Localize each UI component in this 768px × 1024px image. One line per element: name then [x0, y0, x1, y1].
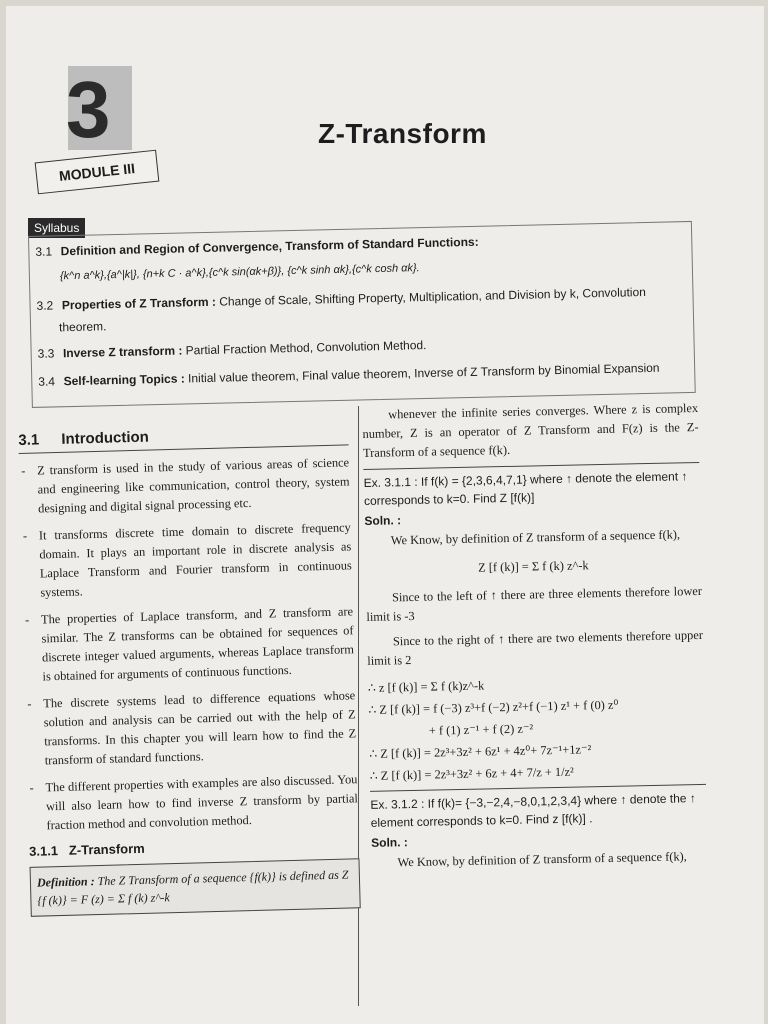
equation: Z [f (k)] = Σ f (k) z^-k	[478, 558, 589, 575]
solution-label: Soln. :	[364, 513, 402, 528]
paragraph: We Know, by definition of Z transform of a sequence f(k),	[390, 527, 681, 548]
equation: + f (1) z⁻¹ + f (2) z⁻²	[428, 721, 534, 738]
paragraph: whenever the infinite series converges. Where z is complex number, Z is an operator of Z Transform and F(z) is the Z-Transform of a sequence f(k).	[362, 400, 699, 460]
subsection-heading: 3.1.1 Z-Transform	[28, 840, 145, 859]
syllabus-continuation: theorem.	[58, 319, 107, 335]
bullet-paragraph: - The discrete systems lead to difference equations whose solution and analysis can be carried out with the help of Z transforms. In this chapter you will learn how to find the Z transform of standard functions.	[43, 686, 357, 770]
syllabus-box	[28, 221, 696, 408]
syllabus-item: 3.3 Inverse Z transform : Partial Fraction Method, Convolution Method.	[37, 337, 427, 361]
syllabus-formula: {k^n a^k},{a^|k|}, {n+k C · a^k},{c^k sin(αk+β)}, {c^k sinh αk},{c^k cosh αk}.	[59, 262, 420, 283]
syllabus-item: 3.1 Definition and Region of Convergence, Transform of Standard Functions:	[35, 234, 479, 259]
bullet-paragraph: - Z transform is used in the study of various areas of science and engineering like communication, control theory, system designing and digital signal processing etc.	[37, 453, 350, 518]
equation: ∴ Z [f (k)] = 2z³+3z² + 6z¹ + 4z⁰+ 7z⁻¹+1z⁻²	[369, 742, 592, 761]
example-statement: Ex. 3.1.1 : If f(k) = {2,3,6,4,7,1} where ↑ denote the element ↑ corresponds to k=0. Find Z [f(k)]	[363, 462, 700, 510]
solution-label: Soln. :	[371, 835, 408, 850]
syllabus-label: Syllabus	[28, 218, 85, 238]
paragraph: Since to the right of ↑ there are two elements therefore upper limit is 2	[367, 627, 704, 668]
definition-text: The Z Transform of a sequence {f(k)} is defined as Z {f (k)} = F (z) = Σ f (k) z^-k	[37, 867, 349, 908]
bullet-paragraph: - The properties of Laplace transform, and Z transform are similar. The Z transforms can be obtained for sequences of discrete integer valued arguments, whereas Laplace transform is obtained for arguments of continuous functions.	[41, 602, 355, 686]
textbook-page	[6, 6, 764, 1024]
syllabus-item: 3.2 Properties of Z Transform : Change of Scale, Shifting Property, Multiplication, and Division by k, Convolution	[36, 284, 646, 313]
section-heading: 3.1 Introduction	[18, 428, 150, 449]
bullet-paragraph: - It transforms discrete time domain to discrete frequency domain. It plays an important role in discrete analysis as Laplace Transform and Fourier transform in continuous systems.	[39, 518, 353, 602]
equation: ∴ Z [f (k)] = f (−3) z³+f (−2) z²+f (−1) z¹ + f (0) z⁰	[368, 697, 619, 717]
chapter-title: Z-Transform	[318, 118, 487, 149]
equation: ∴ Z [f (k)] = 2z³+3z² + 6z + 4+ 7/z + 1/z²	[369, 764, 574, 783]
chapter-number: 3	[66, 65, 111, 154]
definition-label: Definition :	[36, 874, 95, 890]
paragraph: We Know, by definition of Z transform of a sequence f(k),	[397, 849, 687, 870]
left-column	[18, 417, 361, 916]
bullet-paragraph: - The different properties with examples are also discussed. You will also learn how to find inverse Z transform by partial fraction method and convolution method.	[45, 770, 358, 835]
module-tag: MODULE III	[35, 150, 160, 195]
syllabus-item: 3.4 Self-learning Topics : Initial value theorem, Final value theorem, Inverse of Z Transform by Binomial Expansion	[38, 360, 660, 389]
example-statement: Ex. 3.1.2 : If f(k)= {−3,−2,4,−8,0,1,2,3,4} where ↑ denote the ↑ element corresponds to k=0. Find z [f(k)] .	[370, 784, 707, 832]
column-divider	[358, 406, 359, 1006]
paragraph: Since to the left of ↑ there are three elements therefore lower limit is -3	[366, 583, 703, 624]
equation: ∴ z [f (k)] = Σ f (k)z^-k	[367, 678, 485, 695]
right-column	[362, 399, 708, 879]
definition-box	[30, 858, 361, 917]
